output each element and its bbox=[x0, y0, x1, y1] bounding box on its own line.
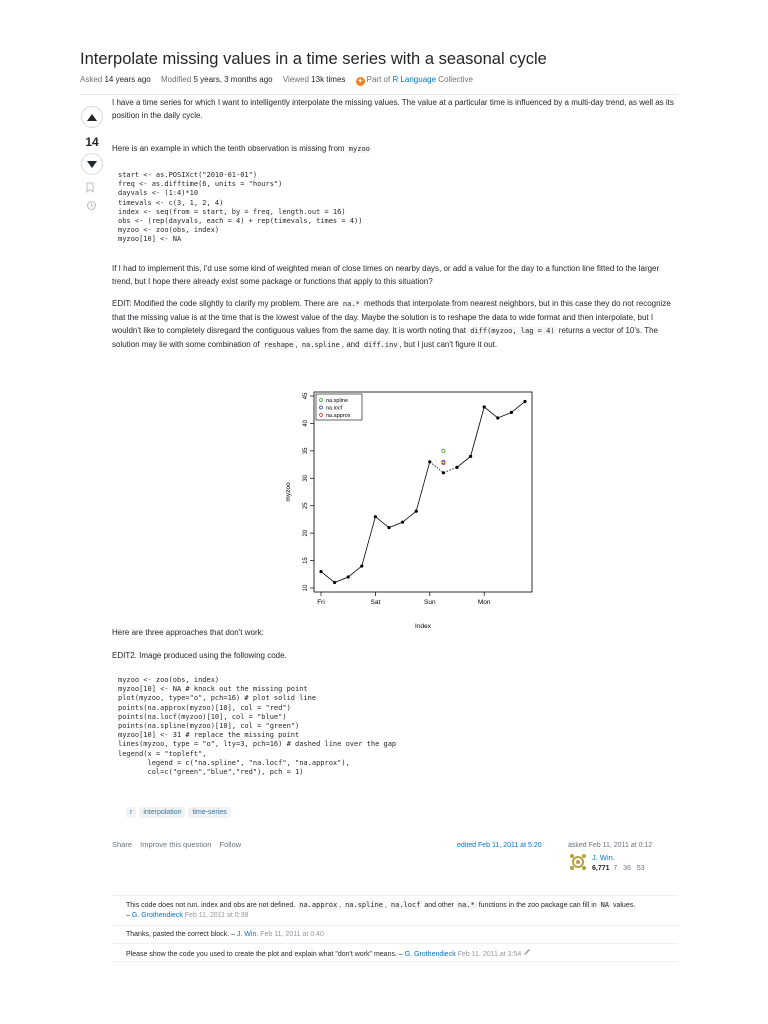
tag-r[interactable]: r bbox=[126, 807, 136, 818]
data-point bbox=[387, 526, 390, 529]
body-text: EDIT: Modified the code slightly to clarify my problem. There are bbox=[112, 299, 339, 308]
inline-code: na.approx bbox=[299, 901, 338, 909]
data-point bbox=[510, 411, 513, 414]
inline-code: NA bbox=[600, 901, 610, 909]
comment-user[interactable]: J. Win. bbox=[236, 931, 259, 938]
collective-suffix: Collective bbox=[438, 75, 473, 84]
code-block-2 bbox=[118, 676, 396, 777]
y-tick-label: 35 bbox=[303, 447, 309, 455]
code-line: index <- seq(from = start, by = freq, length.out = 16) bbox=[118, 207, 346, 216]
data-point bbox=[469, 455, 472, 458]
body-paragraph-6: EDIT2. Image produced using the following code. bbox=[112, 651, 287, 660]
code-line: start <- as.POSIXct("2010-01-01") bbox=[118, 171, 258, 179]
data-point bbox=[523, 400, 526, 403]
comment-divider bbox=[112, 925, 678, 926]
y-tick-label: 40 bbox=[303, 420, 309, 427]
data-point bbox=[347, 575, 350, 578]
legend-label: na.approx bbox=[326, 413, 351, 419]
modified-label: Modified bbox=[160, 75, 192, 84]
inline-code: na.* bbox=[457, 901, 475, 909]
comment-text: values. bbox=[612, 902, 636, 909]
comment-user[interactable]: G. Grothendieck bbox=[131, 912, 183, 919]
comment-text: This code does not run. index and obs are not defined. bbox=[126, 902, 296, 909]
y-tick-label: 30 bbox=[303, 474, 309, 482]
upvote-arrow-icon bbox=[87, 114, 97, 121]
follow-button[interactable]: Follow bbox=[219, 840, 242, 849]
body-paragraph-3: If I had to implement this, I'd use some kind of weighted mean of close times on nearby days, or add a value for the day to a function line fitted to the larger trend, but I hope there already exist some package or functions that apply to this situation? bbox=[112, 264, 660, 286]
comment-3 bbox=[126, 948, 678, 960]
interpolated-point bbox=[442, 449, 445, 452]
comment-text: Please show the code you used to create the plot and explain what "don't work" means. bbox=[126, 951, 397, 958]
tag-time-series[interactable]: time-series bbox=[188, 807, 230, 818]
y-tick-label: 15 bbox=[303, 557, 309, 564]
comment-divider bbox=[112, 895, 678, 896]
code-line: timevals <- c(3, 1, 2, 4) bbox=[118, 198, 224, 207]
avatar[interactable] bbox=[568, 852, 588, 872]
code-line: points(na.locf(myzoo)[10], col = "blue") bbox=[118, 712, 287, 721]
author-stats bbox=[592, 865, 645, 872]
code-line: myzoo <- zoo(obs, index) bbox=[118, 676, 220, 684]
header-divider bbox=[80, 94, 678, 95]
legend-label: na.locf bbox=[326, 405, 343, 412]
y-axis-label: myzoo bbox=[285, 482, 292, 502]
comment-user[interactable]: G. Grothendieck bbox=[404, 951, 456, 958]
tag-interpolation[interactable]: interpolation bbox=[139, 807, 185, 818]
post-menu bbox=[112, 840, 247, 849]
body-paragraph-4 bbox=[112, 297, 678, 352]
comment-date[interactable]: Feb 11, 2011 at 0:40 bbox=[260, 931, 324, 938]
code-line: points(na.spline(myzoo)[10], col = "green") bbox=[118, 722, 300, 731]
inline-code: na.spline bbox=[345, 901, 384, 909]
viewed-label: Viewed bbox=[282, 75, 309, 84]
code-line: legend(x = "topleft", bbox=[118, 749, 207, 758]
code-line: myzoo[10] <- 31 # replace the missing point bbox=[118, 731, 300, 740]
comment-text: functions in the zoo package can fill in bbox=[478, 902, 597, 909]
comment-1: This code does not run. index and obs are not defined. na.approx , na.spline , na.locf and other na.* functions in the zoo package can fill in NA values. – G. Grothendieck Feb 11, 2011 at 0:38 bbox=[126, 901, 636, 919]
viewed-value: 13k times bbox=[311, 75, 346, 84]
page-title[interactable]: Interpolate missing values in a time series with a seasonal cycle bbox=[80, 50, 547, 68]
inline-code: na.* bbox=[342, 300, 360, 308]
x-tick-label: Fri bbox=[317, 599, 325, 606]
body-paragraph-2 bbox=[112, 142, 678, 156]
body-text: , but I just can't figure it out. bbox=[399, 340, 498, 349]
asked-value: 14 years ago bbox=[104, 75, 151, 84]
comment-dash: – bbox=[231, 931, 235, 938]
data-point bbox=[455, 466, 458, 469]
comment-2 bbox=[126, 930, 678, 940]
inline-code: diff(myzoo, lag = 4) bbox=[470, 327, 555, 335]
inline-code: na.spline bbox=[301, 341, 340, 349]
downvote-button[interactable] bbox=[81, 153, 103, 175]
data-point bbox=[360, 564, 363, 567]
body-text: methods that interpolate from nearest neighbors, but in this case they do not recognize that the missing value is at the time that is the lowest value of the day. Maybe the solution is to reshape the data to wide format and then interpolate, but I wouldn't like to completely disregard the contiguous values from the same day. It is worth noting that bbox=[112, 299, 671, 335]
comment-divider bbox=[112, 961, 678, 962]
improve-question-link[interactable]: Improve this question bbox=[140, 840, 212, 849]
code-line: plot(myzoo, type="o", pch=16) # plot solid line bbox=[118, 694, 317, 703]
series-line bbox=[321, 462, 430, 583]
body-paragraph-1: I have a time series for which I want to intelligently interpolate the missing values. The value at a particular time is influenced by a multi-day trend, as well as its position in the daily cycle. bbox=[112, 98, 674, 120]
code-line: myzoo <- zoo(obs, index) bbox=[118, 226, 220, 235]
edited-link[interactable]: edited Feb 11, 2011 at 5:20 bbox=[457, 842, 542, 849]
body-text: , bbox=[295, 340, 298, 349]
share-link[interactable]: Share bbox=[112, 840, 133, 849]
comment-divider bbox=[112, 943, 678, 944]
comment-text: Thanks, pasted the correct block. bbox=[126, 931, 230, 938]
comment-date[interactable]: Feb 11, 2011 at 3:54 bbox=[457, 951, 522, 958]
vote-count: 14 bbox=[85, 135, 99, 149]
data-point bbox=[319, 570, 322, 573]
inline-code: myzoo bbox=[348, 145, 370, 153]
bronze-badge-count: 53 bbox=[636, 865, 645, 872]
data-point bbox=[401, 521, 404, 524]
data-point bbox=[496, 416, 499, 419]
comment-date[interactable]: Feb 11, 2011 at 0:38 bbox=[184, 912, 249, 919]
body-paragraph-5: Here are three approaches that don't work: bbox=[112, 628, 264, 637]
comment-text: and other bbox=[424, 902, 454, 909]
user-identicon-icon bbox=[568, 852, 588, 872]
question-meta bbox=[80, 75, 473, 86]
y-tick-label: 10 bbox=[303, 584, 309, 592]
bookmark-icon[interactable] bbox=[86, 182, 94, 197]
author-reputation: 6,771 bbox=[592, 865, 610, 872]
inline-code: reshape bbox=[263, 341, 294, 349]
modified-value[interactable]: 5 years, 3 months ago bbox=[193, 75, 273, 84]
silver-badge-count: 36 bbox=[623, 865, 631, 872]
body-text: , and bbox=[341, 340, 360, 349]
legend-label: na.spline bbox=[326, 398, 349, 404]
comment-dash: – bbox=[126, 912, 130, 919]
body-text: Here is an example in which the tenth observation is missing from bbox=[112, 144, 345, 153]
inline-code: na.locf bbox=[390, 901, 421, 909]
data-point bbox=[442, 471, 445, 474]
inline-code: diff.inv bbox=[363, 341, 398, 349]
data-point bbox=[483, 405, 486, 408]
gold-badge-count: 7 bbox=[613, 865, 618, 872]
x-tick-label: Sat bbox=[370, 599, 381, 606]
asked-label: Asked bbox=[80, 75, 103, 84]
x-tick-label: Mon bbox=[477, 599, 491, 606]
code-block-1 bbox=[118, 171, 362, 245]
y-tick-label: 25 bbox=[303, 502, 309, 510]
time-series-plot bbox=[282, 380, 552, 630]
plot-frame bbox=[314, 392, 532, 592]
series-line bbox=[457, 401, 525, 467]
data-point bbox=[428, 460, 431, 463]
y-tick-label: 45 bbox=[303, 392, 309, 400]
code-line: legend = c("na.spline", "na.locf", "na.approx"), bbox=[118, 758, 350, 767]
code-line: dayvals <- (1:4)*10 bbox=[118, 189, 199, 198]
x-axis-label: Index bbox=[415, 623, 431, 630]
part-of-label: Part of bbox=[366, 75, 391, 84]
tag-list bbox=[126, 801, 234, 819]
history-icon[interactable] bbox=[86, 200, 97, 215]
upvote-button[interactable] bbox=[81, 106, 103, 128]
body-text: returns a vector of 10's. The solution may lie with some combination of bbox=[112, 326, 658, 349]
data-point bbox=[374, 515, 377, 518]
collective-link[interactable]: R Language bbox=[392, 75, 437, 84]
collective-icon: ✦ bbox=[357, 78, 364, 85]
code-line: lines(myzoo, type = "o", lty=3, pch=16) # dashed line over the gap bbox=[118, 740, 397, 749]
code-line: myzoo[10] <- NA # knock out the missing point bbox=[118, 685, 308, 694]
comment-dash: – bbox=[398, 951, 403, 958]
asked-date: asked Feb 11, 2011 at 0:12 bbox=[568, 842, 653, 849]
data-point bbox=[415, 510, 418, 513]
code-line: col=c("green","blue","red"), pch = 1) bbox=[118, 768, 304, 777]
code-line: myzoo[10] <- NA bbox=[118, 235, 182, 244]
downvote-arrow-icon bbox=[87, 161, 97, 168]
edit-pencil-icon[interactable] bbox=[523, 948, 531, 956]
x-tick-label: Sun bbox=[424, 599, 436, 606]
author-name[interactable]: J. Win. bbox=[592, 853, 615, 862]
y-tick-label: 20 bbox=[303, 529, 309, 537]
code-line: freq <- as.difftime(6, units = "hours") bbox=[118, 180, 283, 189]
data-point bbox=[333, 581, 336, 584]
code-line: obs <- (rep(dayvals, each = 4) + rep(timevals, times = 4)) bbox=[118, 217, 363, 226]
code-line: points(na.approx(myzoo)[10], col = "red") bbox=[118, 703, 291, 712]
